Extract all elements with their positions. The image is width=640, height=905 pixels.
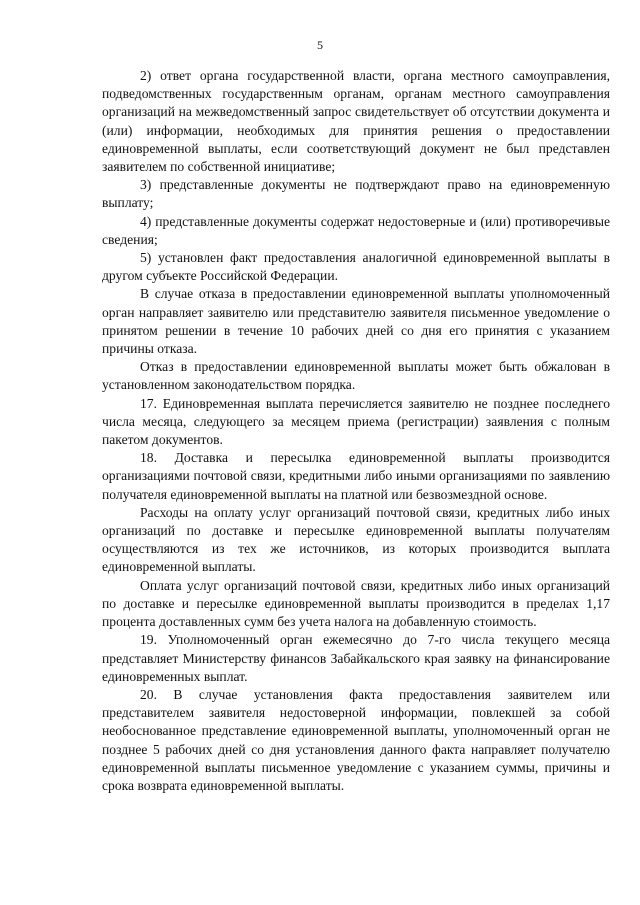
paragraph-18: 18. Доставка и пересылка единовременной выплаты производится организациями почтовой связи, кредитными либо иными организациями по заявлению получателя единовременной выплаты на платной или безвозмездной основе. [102,450,610,502]
paragraph-19: 19. Уполномоченный орган ежемесячно до 7-го числа текущего месяца представляет Министерству финансов Забайкальского края заявку на финансирование единовременных выплат. [102,632,610,684]
paragraph-17: 17. Единовременная выплата перечисляется заявителю не позднее последнего числа месяца, следующего за месяцем приема (регистрации) заявления с полным пакетом документов. [102,395,610,448]
paragraph-item-2: 2) ответ органа государственной власти, органа местного самоуправления, подведомственных государственным органам, органам местного самоуправления организаций на межведомственный запрос свидетельствует об отсутствии документа и (или) информации, необходимых для принятия решения о предоставлении единовременной выплаты, если соответствующий документ не был представлен заявителем по собственной инициативе; [102,68,610,175]
paragraph-refusal-notice: В случае отказа в предоставлении единовременной выплаты уполномоченный орган направляет заявителю или представителю заявителя письменное уведомление о принятом решении в течение 10 рабочих дней со дня его принятия с указанием причины отказа. [102,286,610,357]
paragraph-appeal: Отказ в предоставлении единовременной выплаты может быть обжалован в установленном законодательством порядка. [102,359,610,393]
paragraph-item-3: 3) представленные документы не подтверждают право на единовременную выплату; [102,177,610,211]
paragraph-item-4: 4) представленные документы содержат недостоверные и (или) противоречивые сведения; [102,213,610,247]
document-body [102,67,610,795]
page-number: 5 [317,38,323,52]
paragraph-20: 20. В случае установления факта предоставления заявителем или представителем заявителя недостоверной информации, повлекшей за собой необоснованное представление единовременной выплаты, уполномоченный орган не позднее 5 рабочих дней со дня установления данного факта направляет получателю единовременной выплаты письменное уведомление с указанием суммы, причины и срока возврата единовременной выплаты. [102,686,610,793]
paragraph-expenses: Расходы на оплату услуг организаций почтовой связи, кредитных либо иных организаций по доставке и пересылке единовременной выплаты получателям осуществляются из тех же источников, из которых производится выплата единовременной выплаты. [102,504,610,575]
paragraph-item-5: 5) установлен факт предоставления аналогичной единовременной выплаты в другом субъекте Российской Федерации. [102,250,610,284]
paragraph-payment-services: Оплата услуг организаций почтовой связи, кредитных либо иных организаций по доставке и пересылке единовременной выплаты производится в пределах 1,17 процента доставленных сумм без учета налога на добавленную стоимость. [102,577,610,630]
